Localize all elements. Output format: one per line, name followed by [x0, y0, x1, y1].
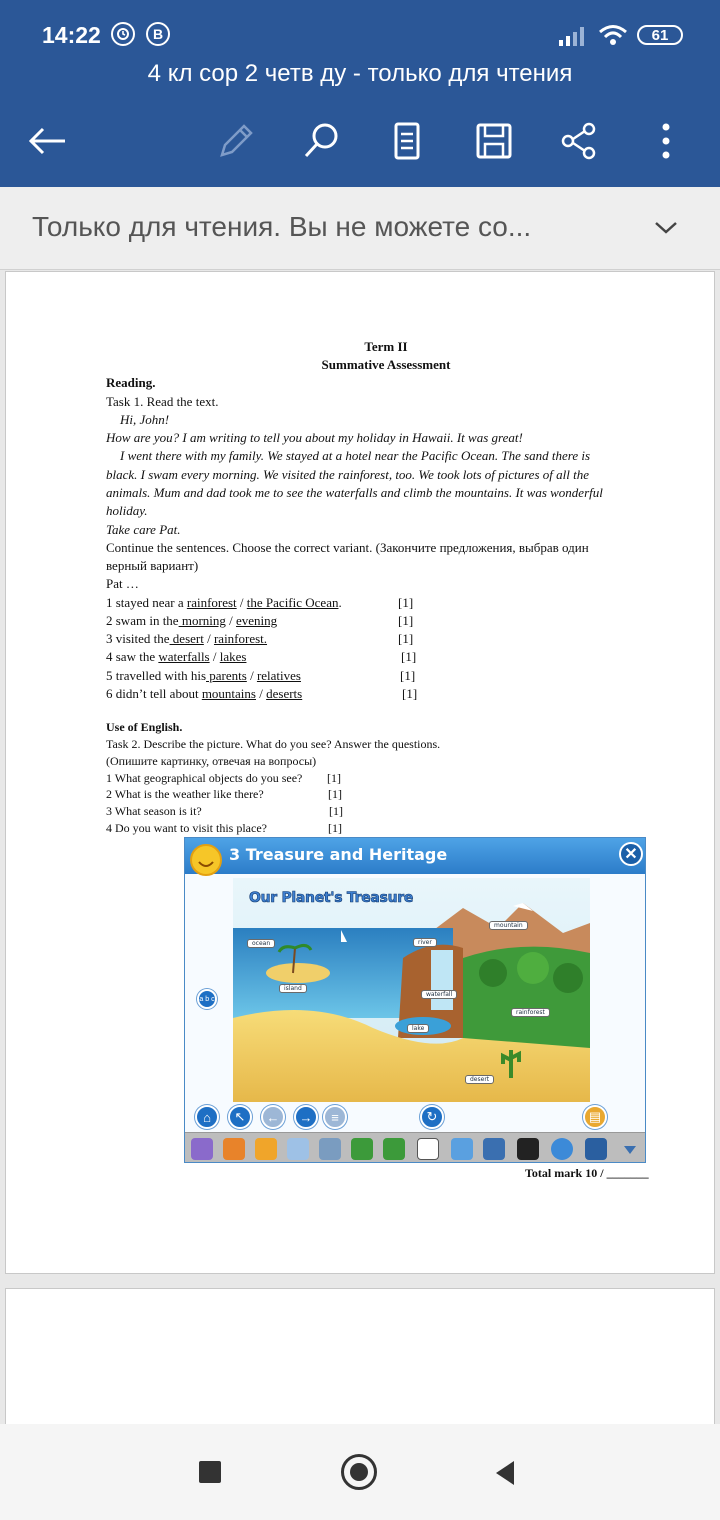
- pointer-arrow-icon: ↖: [228, 1105, 252, 1129]
- refresh-icon: ↻: [420, 1105, 444, 1129]
- letter-line: holiday.: [106, 503, 148, 518]
- choice-item: 2 swam in the morning / evening: [106, 613, 278, 628]
- scene-title: Our Planet's Treasure: [249, 890, 414, 906]
- text-tool-icon: [417, 1138, 439, 1160]
- question-line: 4 Do you want to visit this place?: [106, 821, 267, 835]
- picture-tools-row: [185, 1132, 646, 1163]
- label-river: river: [413, 938, 437, 947]
- instruction-line: верный вариант): [106, 558, 199, 573]
- read-only-banner-text: Только для чтения. Вы не можете со...: [32, 211, 532, 242]
- pencil-tool-icon: [223, 1138, 245, 1160]
- label-mountain: mountain: [489, 921, 528, 930]
- lens-tool-icon: [191, 1138, 213, 1160]
- abc-icon: a b c: [197, 989, 217, 1009]
- label-island: island: [279, 984, 307, 993]
- mark-label: [1]: [398, 613, 414, 628]
- dropdown-arrow-icon: [619, 1138, 641, 1160]
- question-line: 2 What is the weather like there?: [106, 787, 264, 801]
- mark-label: [1]: [402, 686, 418, 701]
- mark-label: [1]: [329, 804, 343, 818]
- status-time: 14:22: [42, 22, 101, 48]
- system-nav-bar: [0, 1424, 720, 1520]
- letter-greeting: Hi, John!: [120, 412, 170, 427]
- letter-line: animals. Mum and dad took me to see the waterfalls and climb the mountains. It was wonderful: [106, 485, 603, 500]
- doc-subtitle: Summative Assessment: [321, 357, 451, 372]
- mark-label: [1]: [400, 668, 416, 683]
- save-icon[interactable]: [471, 118, 517, 164]
- total-mark: Total mark 10 / _______: [525, 1166, 649, 1180]
- close-icon: ✕: [619, 842, 643, 866]
- document-page-2: [5, 1288, 715, 1428]
- wifi-icon: [598, 24, 628, 46]
- smiley-icon: [190, 844, 222, 876]
- label-desert: desert: [465, 1075, 494, 1084]
- zoom-tool-icon: [451, 1138, 473, 1160]
- mark-label: [1]: [398, 631, 414, 646]
- right-arrow-icon: →: [294, 1105, 318, 1129]
- globe-tool-icon: [551, 1138, 573, 1160]
- eraser-tool-icon: [319, 1138, 341, 1160]
- alarm-icon: [111, 22, 135, 46]
- task2-text: Task 2. Describe the picture. What do you see? Answer the questions.: [106, 737, 441, 751]
- picture-nav-row: [185, 1102, 646, 1132]
- planet-scene: [233, 878, 590, 1102]
- task1-text: Task 1. Read the text.: [106, 394, 219, 409]
- question-line: 1 What geographical objects do you see?: [106, 771, 303, 785]
- camera-tool-icon: [585, 1138, 607, 1160]
- mark-label: [1]: [401, 649, 417, 664]
- home-nav-icon[interactable]: [341, 1454, 377, 1490]
- home-icon: ⌂: [195, 1105, 219, 1129]
- embedded-picture: [184, 837, 646, 1163]
- notification-badge-icon: B: [146, 22, 170, 46]
- pen-tool-icon: [287, 1138, 309, 1160]
- task2-ru-text: (Опишите картинку, отвечая на вопросы): [106, 754, 317, 768]
- label-waterfall: waterfall: [421, 990, 457, 999]
- letter-line: I went there with my family. We stayed at a hotel near the Pacific Ocean. The sand there is: [120, 448, 591, 463]
- choice-item: 6 didn’t tell about mountains / deserts: [106, 686, 303, 701]
- use-of-english-heading: Use of English.: [106, 720, 183, 734]
- list-icon: ≡: [323, 1105, 347, 1129]
- search-icon[interactable]: [298, 118, 344, 164]
- letter-signoff: Take care Pat.: [106, 522, 181, 537]
- doc-title: Term II: [364, 339, 408, 354]
- mark-label: [1]: [327, 771, 341, 785]
- share-icon[interactable]: [556, 118, 602, 164]
- battery-indicator: 61: [637, 25, 683, 45]
- top-bar: [0, 0, 720, 187]
- label-ocean: ocean: [247, 939, 275, 948]
- letter-line: black. I swam every morning. We visited the rainforest, too. We took lots of pictures of all the: [106, 467, 589, 482]
- label-lake: lake: [407, 1024, 429, 1033]
- mark-label: [1]: [328, 787, 342, 801]
- question-line: 3 What season is it?: [106, 804, 202, 818]
- reading-heading: Reading.: [106, 375, 156, 390]
- picture-header: [185, 838, 646, 874]
- back-arrow-icon[interactable]: [24, 118, 70, 164]
- book-icon: ▤: [583, 1105, 607, 1129]
- window-tool-icon: [483, 1138, 505, 1160]
- chevron-down-icon[interactable]: [650, 214, 682, 242]
- back-nav-icon[interactable]: [494, 1460, 516, 1486]
- undo-tool-icon: [351, 1138, 373, 1160]
- signal-icon: [557, 26, 589, 46]
- redo-tool-icon: [383, 1138, 405, 1160]
- choice-item: 4 saw the waterfalls / lakes: [106, 649, 247, 664]
- choice-item: 1 stayed near a rainforest / the Pacific Ocean.: [106, 595, 342, 610]
- more-options-icon[interactable]: [643, 118, 689, 164]
- pat-label: Pat …: [106, 576, 139, 591]
- reading-mode-icon[interactable]: [384, 118, 430, 164]
- recent-apps-icon[interactable]: [199, 1461, 221, 1483]
- edit-pencil-icon[interactable]: [213, 118, 259, 164]
- read-only-banner[interactable]: [0, 187, 720, 270]
- mark-label: [1]: [398, 595, 414, 610]
- document-title: 4 кл сор 2 четв ду - только для чтения: [147, 60, 573, 87]
- label-rainforest: rainforest: [511, 1008, 550, 1017]
- left-arrow-icon: ←: [261, 1105, 285, 1129]
- mark-label: [1]: [328, 821, 342, 835]
- choice-item: 5 travelled with his parents / relatives: [106, 668, 301, 683]
- letter-line: How are you? I am writing to tell you about my holiday in Hawaii. It was great!: [106, 430, 523, 445]
- instruction-line: Continue the sentences. Choose the correct variant. (Закончите предложения, выбрав один: [106, 540, 589, 555]
- picture-header-title: 3 Treasure and Heritage: [229, 845, 448, 864]
- screen-tool-icon: [517, 1138, 539, 1160]
- marker-tool-icon: [255, 1138, 277, 1160]
- choice-item: 3 visited the desert / rainforest.: [106, 631, 268, 646]
